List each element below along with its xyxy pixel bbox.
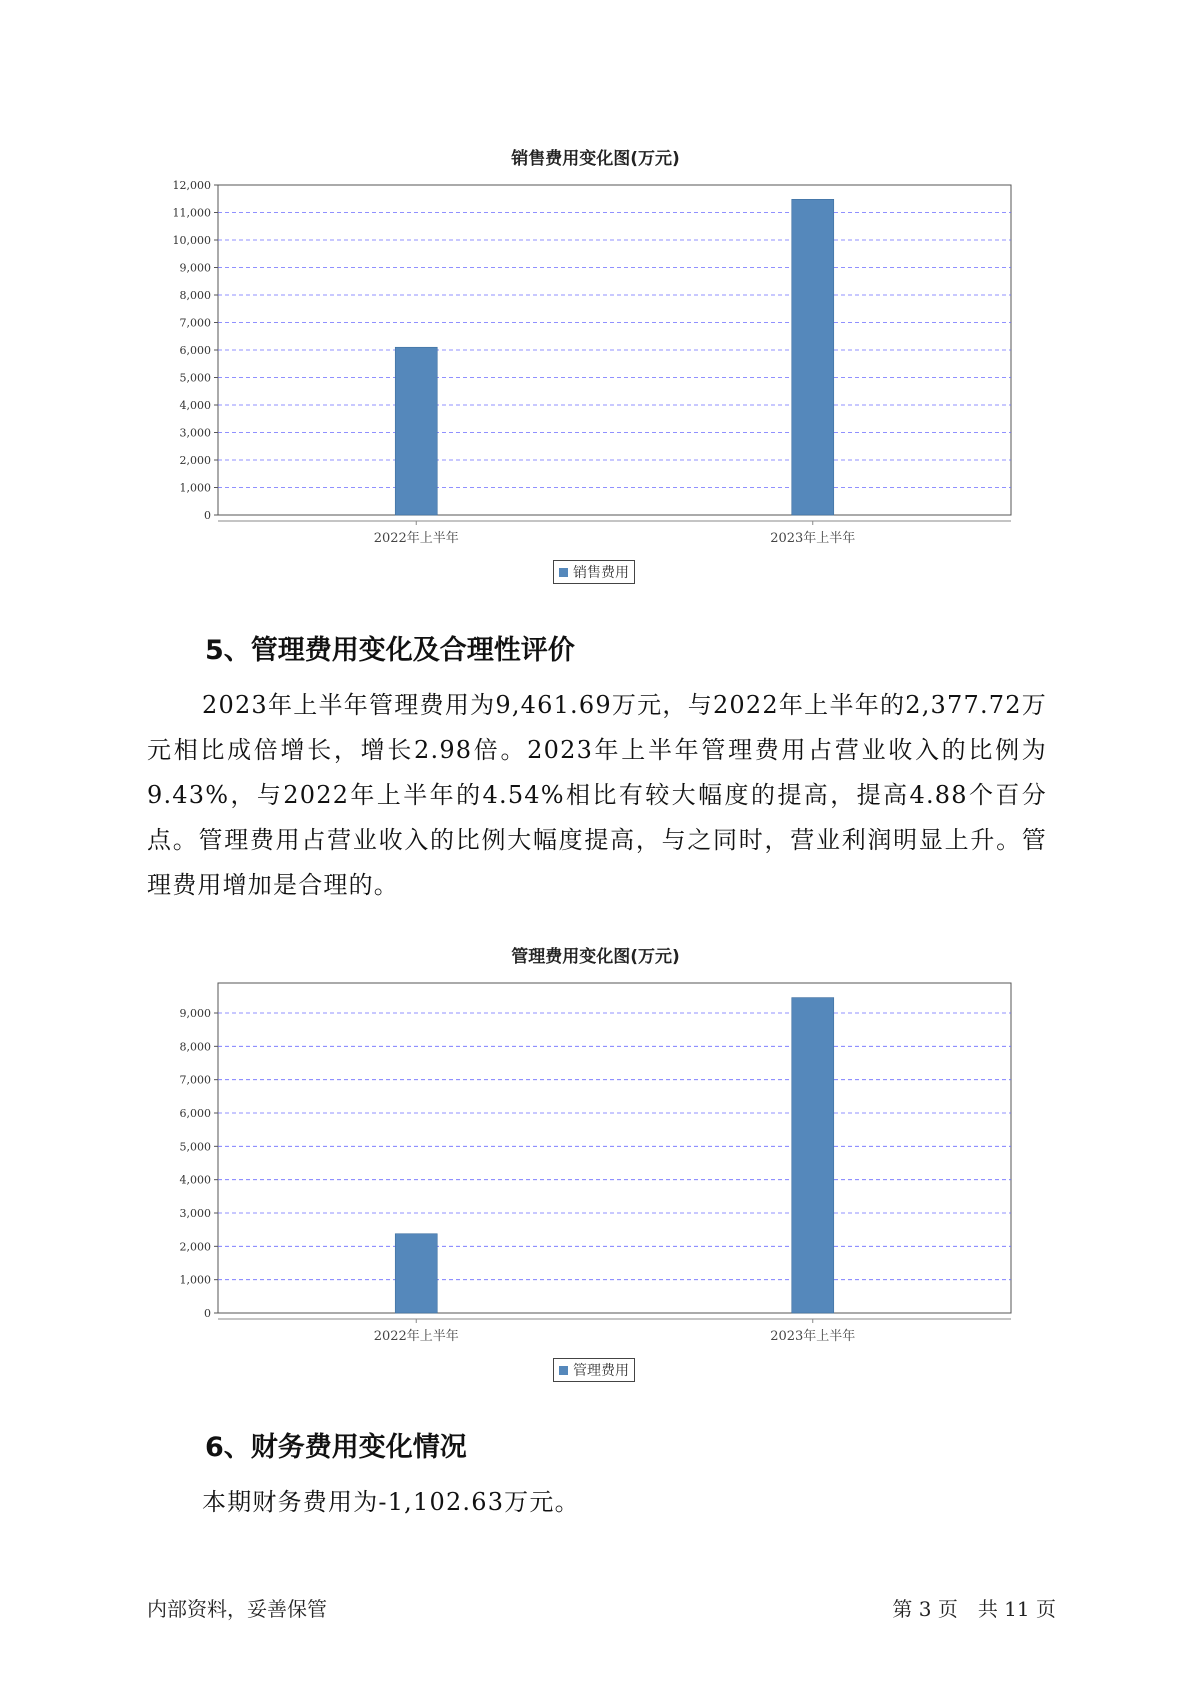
x-tick-label: 2022年上半年 (373, 531, 459, 546)
bar-2 (792, 998, 834, 1313)
x-tick-label: 2023年上半年 (770, 1329, 856, 1344)
section-heading-admin-expense: 5、管理费用变化及合理性评价 (205, 635, 575, 666)
y-tick-label: 12,000 (172, 179, 211, 192)
y-tick-label: 0 (204, 1307, 211, 1320)
admin-expense-bar-chart (0, 960, 1191, 1355)
y-tick-label: 5,000 (179, 371, 211, 385)
section-paragraph-admin-expense: 2023年上半年管理费用为9,461.69万元，与2022年上半年的2,377.72万元相比成倍增长，增长2.98倍。2023年上半年管理费用占营业收入的比例为9.43%，与2022年上半年的4.54%相比有较大幅度的提高，提高4.88个百分点。管理费用占营业收入的比例大幅度提高，与之同时，营业利润明显上升。管理费用增加是合理的。 (147, 691, 1047, 899)
y-tick-label: 1,000 (179, 481, 211, 495)
y-tick-label: 0 (204, 509, 211, 522)
legend-label: 销售费用 (573, 565, 629, 581)
chart-title-admin: 管理费用变化图(万元) (511, 947, 680, 967)
plot-area (218, 983, 1011, 1313)
y-tick-label: 8,000 (179, 1040, 211, 1054)
sales-expense-bar-chart (0, 160, 1191, 555)
x-tick-label: 2023年上半年 (770, 531, 856, 546)
y-tick-label: 6,000 (179, 1107, 211, 1120)
y-tick-label: 3,000 (179, 1207, 211, 1220)
y-tick-label: 4,000 (179, 399, 211, 412)
y-tick-label: 6,000 (179, 344, 211, 357)
y-tick-label: 9,000 (179, 261, 211, 275)
y-tick-label: 9,000 (179, 1007, 211, 1020)
y-tick-label: 2,000 (179, 454, 211, 467)
section-heading-finance-expense: 6、财务费用变化情况 (205, 1432, 467, 1463)
y-tick-label: 5,000 (179, 1140, 211, 1154)
legend-swatch (559, 1366, 568, 1375)
footer-confidential-note: 内部资料，妥善保管 (147, 1597, 327, 1621)
bar-1 (395, 347, 437, 515)
y-tick-label: 7,000 (179, 1073, 211, 1087)
section-paragraph-finance-expense: 本期财务费用为-1,102.63万元。 (202, 1488, 580, 1516)
y-tick-label: 1,000 (179, 1273, 211, 1287)
y-tick-label: 3,000 (179, 426, 211, 440)
legend-label: 管理费用 (573, 1363, 629, 1379)
y-tick-label: 2,000 (179, 1240, 211, 1254)
chart-title-sales: 销售费用变化图(万元) (511, 149, 680, 169)
y-tick-label: 4,000 (179, 1173, 211, 1187)
legend-swatch (559, 568, 568, 577)
legend-admin (553, 1358, 635, 1382)
bar-1 (395, 1234, 437, 1313)
y-tick-label: 11,000 (172, 206, 211, 220)
x-tick-label: 2022年上半年 (373, 1329, 459, 1344)
footer-page-number: 第 3 页 共 11 页 (892, 1597, 1056, 1621)
y-tick-label: 10,000 (172, 234, 211, 247)
legend-sales (553, 560, 635, 584)
bar-2 (792, 199, 834, 515)
y-tick-label: 8,000 (179, 289, 211, 302)
y-tick-label: 7,000 (179, 316, 211, 330)
